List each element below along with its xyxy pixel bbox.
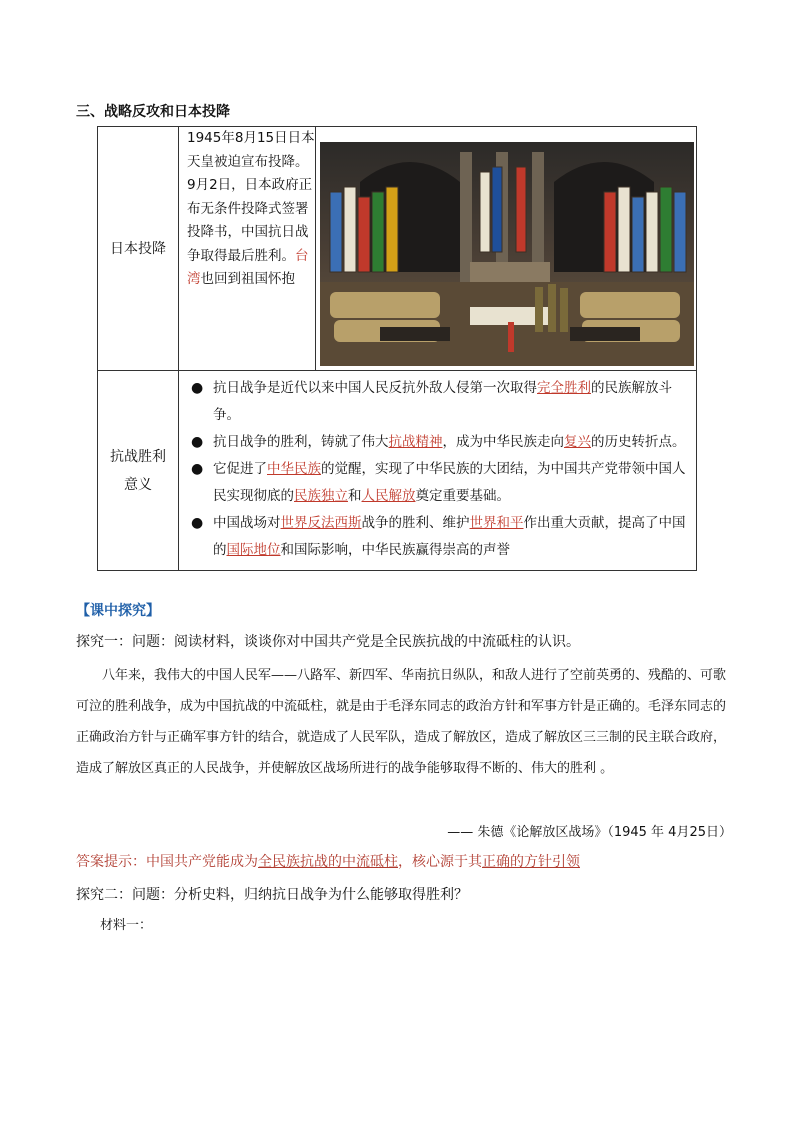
item-text: 抗日战争是近代以来中国人民反抗外敌人侵第一次取得 <box>213 380 537 396</box>
row-label-line1: 抗战胜利 <box>110 448 166 465</box>
list-item <box>189 456 688 510</box>
row-label-surrender <box>98 127 179 371</box>
bullet-icon: ● <box>191 461 204 477</box>
answer-keyword: 全民族抗战的中流砥柱 <box>258 854 398 870</box>
item-text: 的民族解放斗争。 <box>213 380 672 423</box>
keyword: 民族独立 <box>294 488 348 504</box>
item-text: 中国战场对 <box>213 515 281 531</box>
inquiry-heading: 【课中探究】 <box>76 603 160 619</box>
item-text: 和 <box>348 488 362 504</box>
surrender-description <box>179 127 316 371</box>
surrender-image-cell <box>316 127 697 371</box>
keyword: 复兴 <box>564 434 591 450</box>
quote-passage: 八年来，我伟大的中国人民军——八路军、新四军、华南抗日纵队，和敌人进行了空前英勇的、残酷的、可歌可泣的胜利战争，成为中国抗战的中流砥柱，就是由于毛泽东同志的政治方针和军事方针是正确的。毛泽东同志的正确政治方针与正确军事方针的结合，就造成了人民军队，造成了解放区，造成了解放区三三制的民主联合政府，造成了解放区真正的人民战争，并使解放区战场所进行的战争能够取得不断的、伟大的胜利 。 <box>76 668 727 776</box>
taiwan-keyword: 台湾 <box>187 247 309 287</box>
item-text: 作出重大贡献，提高了中国的 <box>213 515 686 558</box>
significance-list-cell <box>179 371 697 571</box>
inquiry-question-1: 探究一：问题：阅读材料，谈谈你对中国共产党是全民族抗战的中流砥柱的认识。 <box>76 634 580 650</box>
keyword: 国际地位 <box>226 542 281 558</box>
row-label-line2: 意义 <box>124 476 152 493</box>
significance-list <box>179 371 696 570</box>
answer-text: 答案提示：中国共产党能成为 <box>76 854 258 870</box>
answer-keyword: 正确的方针引领 <box>482 854 580 870</box>
item-text: 的历史转折点。 <box>591 434 686 450</box>
item-text: 和国际影响，中华民族赢得崇高的声誉 <box>280 542 510 558</box>
row-label-text: 日本投降 <box>110 240 166 257</box>
section-heading: 三、战略反攻和日本投降 <box>76 104 230 120</box>
item-text: 的觉醒，实现了中华民族的大团结，为中国共产党带领中国人民实现彻底的 <box>213 461 686 504</box>
list-item <box>189 429 688 456</box>
item-text: 抗日战争的胜利，铸就了伟大 <box>213 434 389 450</box>
table-row <box>98 371 697 571</box>
keyword: 世界反法西斯 <box>280 515 362 531</box>
item-text: 奠定重要基础。 <box>415 488 510 504</box>
summary-table <box>97 126 697 571</box>
table-row <box>98 127 697 371</box>
answer-hint <box>76 851 580 871</box>
keyword: 人民解放 <box>361 488 416 504</box>
inquiry-question-2: 探究二：问题：分析史料，归纳抗日战争为什么能够取得胜利？ <box>76 887 468 903</box>
material-label: 材料一： <box>100 918 153 933</box>
keyword: 中华民族 <box>267 461 321 477</box>
item-text: ，成为中华民族走向 <box>442 434 564 450</box>
surrender-text-end: 也回到祖国怀抱 <box>200 271 295 287</box>
keyword: 完全胜利 <box>537 380 591 396</box>
item-text: 战争的胜利、维护 <box>361 515 470 531</box>
answer-text: ，核心源于其 <box>398 854 482 870</box>
list-item <box>189 510 688 564</box>
quote-source: —— 朱德《论解放区战场》（1945 年 4月25日） <box>447 825 732 840</box>
bullet-icon: ● <box>191 380 204 396</box>
row-label-significance <box>98 371 179 571</box>
list-item <box>189 375 688 429</box>
keyword: 世界和平 <box>469 515 524 531</box>
item-text: 它促进了 <box>213 461 267 477</box>
keyword: 抗战精神 <box>388 434 443 450</box>
surrender-ceremony-image <box>320 142 694 366</box>
bullet-icon: ● <box>191 515 204 531</box>
bullet-icon: ● <box>191 434 204 450</box>
surrender-text: 1945年8月15日日本天皇被迫宣布投降。9月2日，日本政府正布无条件投降式签署投降书，中国抗日战争取得最后胜利。 <box>187 130 315 264</box>
